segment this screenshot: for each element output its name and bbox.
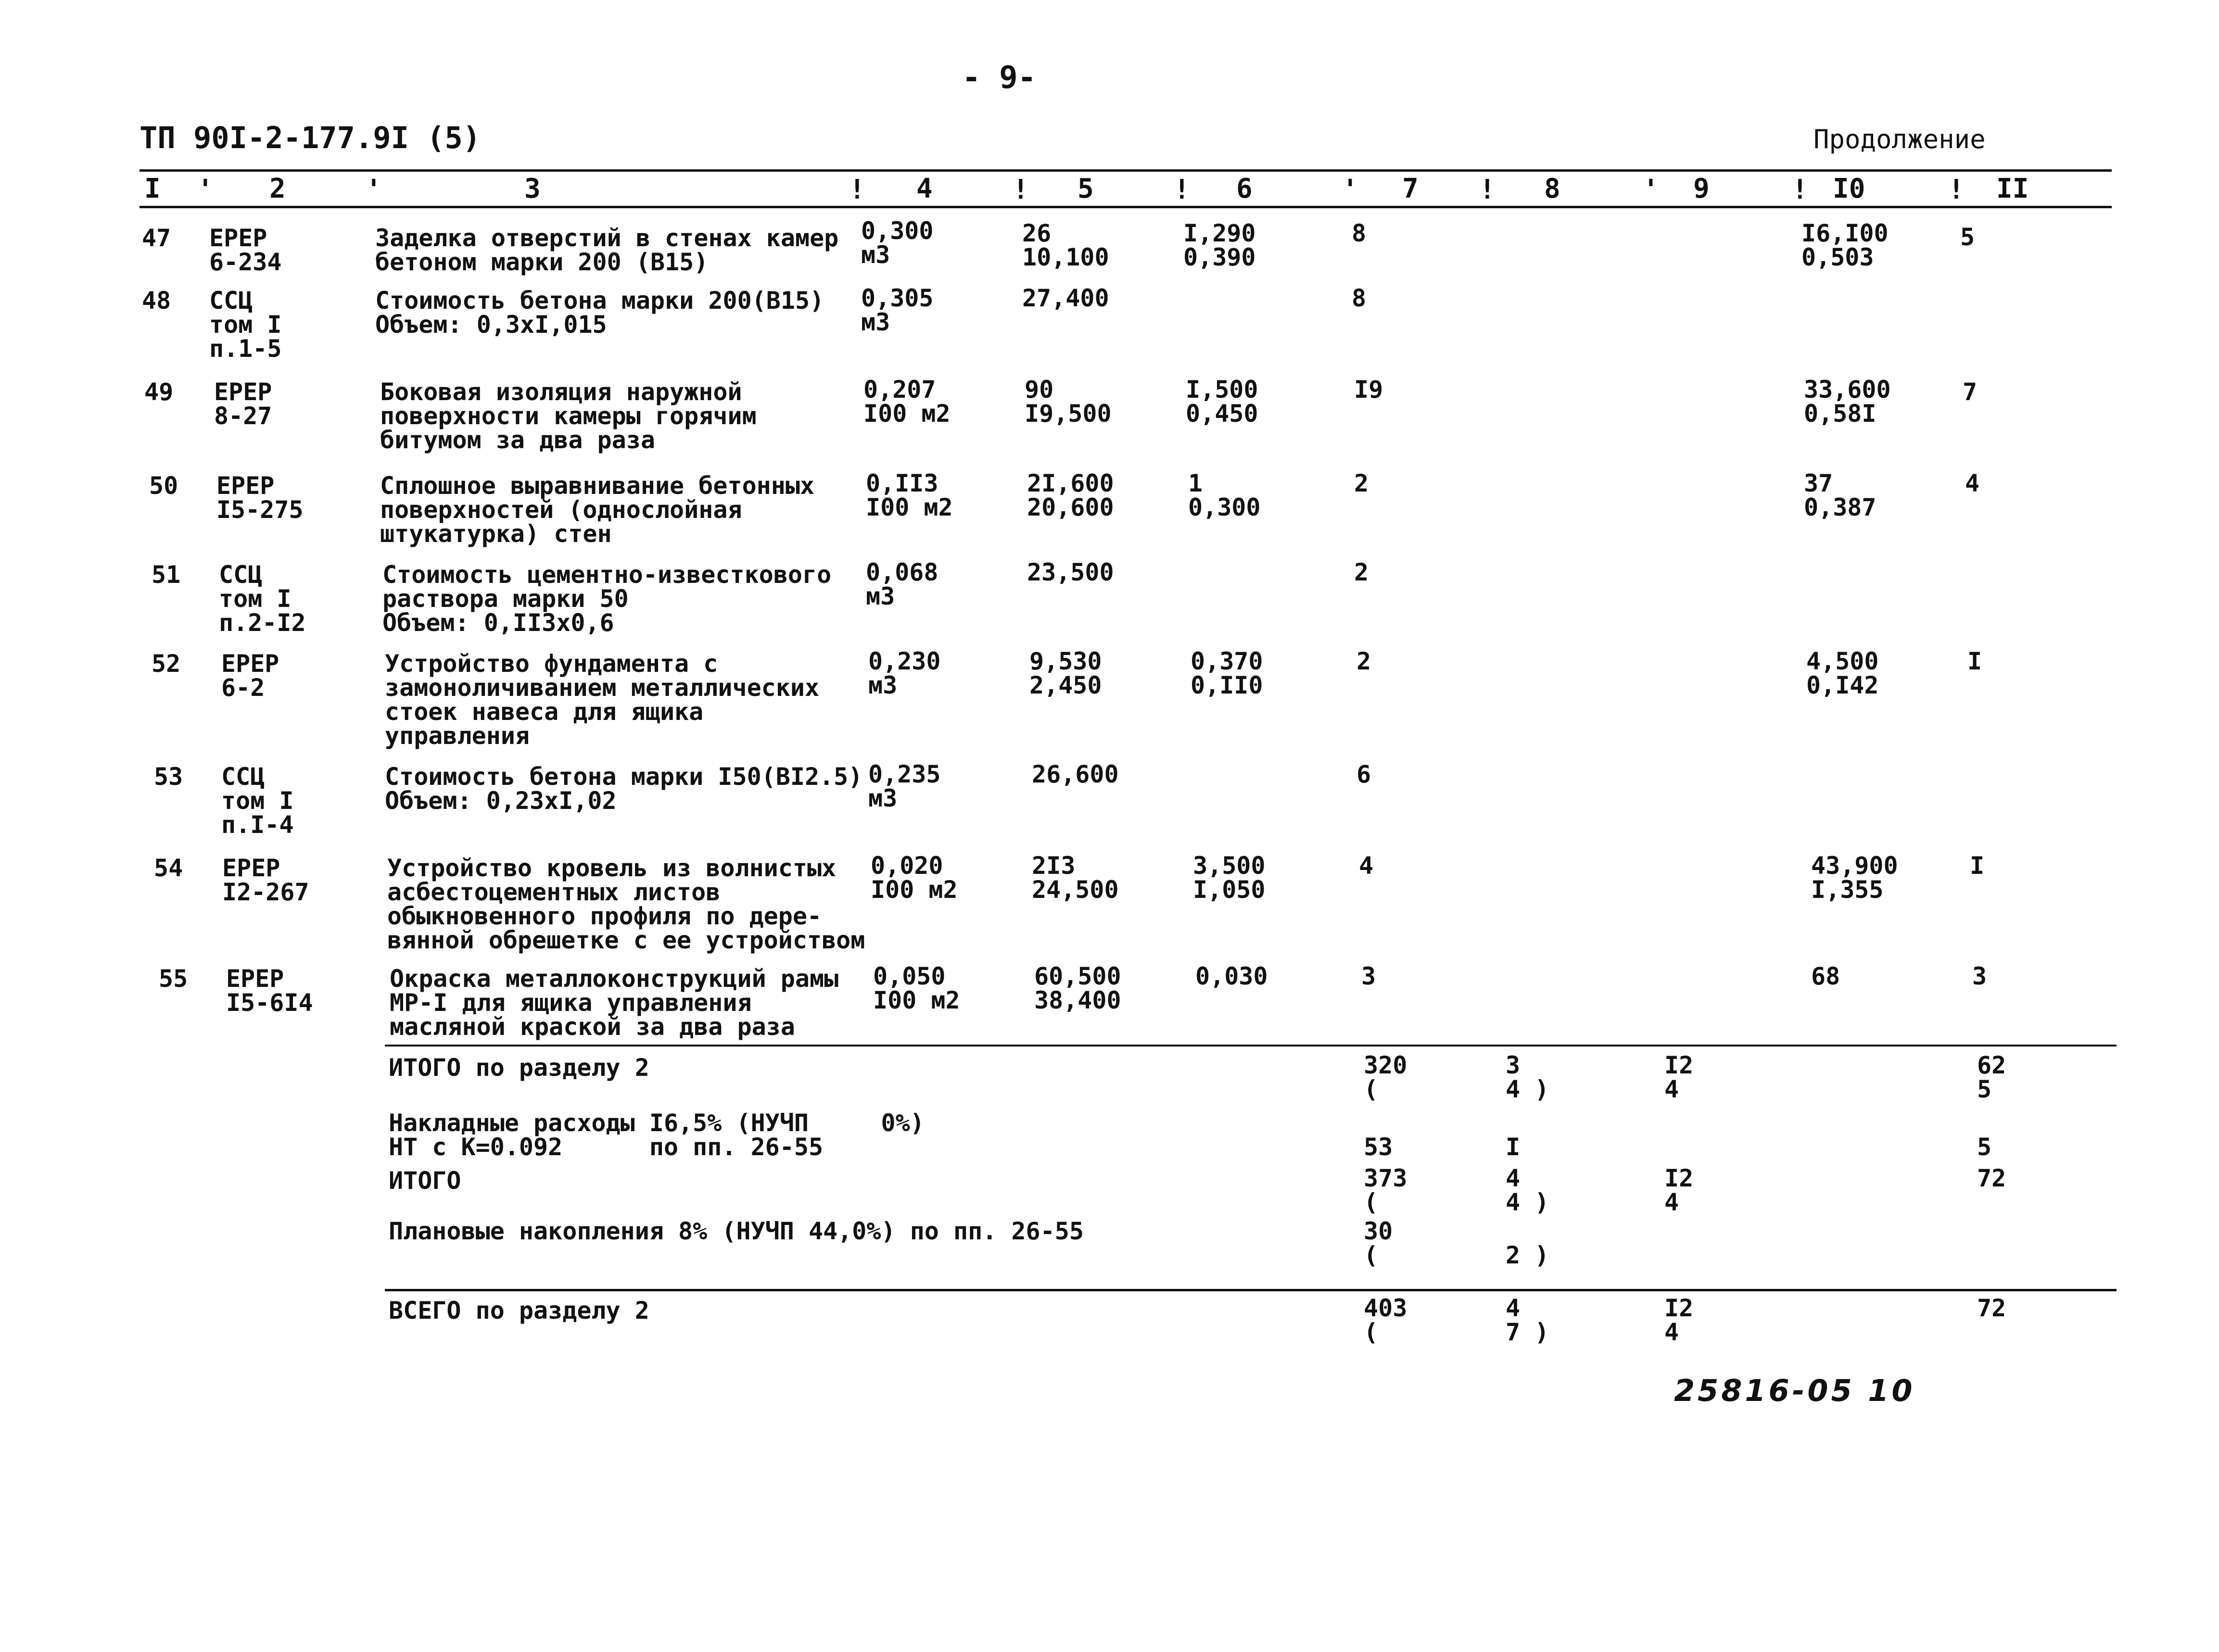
archive-number-stamp: 25816-05 10 <box>1674 1373 1915 1408</box>
col-head-9: 9 <box>1693 173 1710 204</box>
row-col10: I6,I00 0,503 <box>1801 219 1889 271</box>
row-col10: 43,900 I,355 <box>1811 852 1898 904</box>
row-code: ЕРЕР I5-6I4 <box>226 965 313 1017</box>
col-head-1: I <box>144 173 161 204</box>
grand-total-col11: 72 <box>1977 1294 2006 1322</box>
col-head-3: 3 <box>524 173 541 204</box>
grand-total-rule <box>385 1289 2117 1291</box>
row-description: Стоимость бетона марки 200(В15) Объем: 0,3хI,015 <box>375 287 824 339</box>
row-number: 51 <box>152 561 181 589</box>
subtotal-col9: I2 4 <box>1664 1164 1694 1216</box>
row-col5: 27,400 <box>1022 284 1109 312</box>
header-top-rule <box>139 169 2112 172</box>
row-code: ЕРЕР 6-234 <box>209 224 282 276</box>
col-head-2: 2 <box>269 173 286 204</box>
row-col5: 90 I9,500 <box>1025 376 1112 428</box>
row-number: 49 <box>144 378 174 406</box>
subtotal-col7: 373 ( <box>1364 1164 1407 1216</box>
grand-total-col8: 4 7 ) <box>1506 1294 1549 1346</box>
row-number: 52 <box>152 650 181 678</box>
row-col5: 2I,600 20,600 <box>1027 469 1114 521</box>
row-col5: 9,530 2,450 <box>1029 647 1102 699</box>
row-code: ЕРЕР 6-2 <box>221 650 279 702</box>
row-number: 55 <box>159 965 188 993</box>
col-separator: ! <box>849 174 865 205</box>
row-col11: 7 <box>1963 378 1978 406</box>
row-col5: 23,500 <box>1027 558 1114 586</box>
row-col11: 3 <box>1972 962 1987 990</box>
row-code: ЕРЕР 8-27 <box>214 378 272 430</box>
continuation-label: Продолжение <box>1813 124 1986 154</box>
row-col10: 33,600 0,58I <box>1804 376 1891 428</box>
col-separator: ! <box>1013 174 1029 205</box>
col-separator: ' <box>197 174 214 205</box>
row-quantity: 0,300 м3 <box>861 217 934 269</box>
col-head-8: 8 <box>1544 173 1560 204</box>
row-col7: 2 <box>1354 558 1369 586</box>
subtotal-col11: 72 <box>1977 1164 2006 1192</box>
row-code: ССЦ том I п.I-4 <box>221 763 294 839</box>
col-separator: ! <box>1948 174 1965 205</box>
subtotal-label: ИТОГО <box>389 1167 461 1195</box>
col-head-7: 7 <box>1402 173 1419 204</box>
grand-total-col9: I2 4 <box>1664 1294 1694 1346</box>
row-number: 48 <box>142 287 171 315</box>
row-col7: 4 <box>1359 852 1374 880</box>
row-quantity: 0,207 I00 м2 <box>863 376 951 428</box>
overhead-col7: 53 <box>1364 1133 1393 1161</box>
page-number: - 9- <box>962 60 1037 96</box>
row-description: Сплошное выравнивание бетонных поверхностей (однослойная штукатурка) стен <box>380 472 815 548</box>
row-col7: 6 <box>1357 760 1371 788</box>
total-col7: 320 ( <box>1364 1051 1407 1103</box>
row-code: ССЦ том I п.2-I2 <box>219 561 306 637</box>
row-col5: 26,600 <box>1032 760 1119 788</box>
row-col6: I,500 0,450 <box>1186 376 1258 428</box>
row-code: ЕРЕР I2-267 <box>222 854 309 906</box>
row-col6: 1 0,300 <box>1188 469 1261 521</box>
row-col6: 3,500 I,050 <box>1193 852 1266 904</box>
totals-top-rule <box>385 1045 2117 1047</box>
col-separator: ' <box>1342 174 1358 205</box>
overhead-col8: I <box>1506 1133 1521 1161</box>
row-description: Заделка отверстий в стенах камер бетоном марки 200 (В15) <box>375 224 839 276</box>
row-quantity: 0,020 I00 м2 <box>871 852 958 904</box>
row-col11: I <box>1970 852 1985 880</box>
row-col11: 4 <box>1965 469 1980 497</box>
row-col6: 0,370 0,II0 <box>1191 647 1263 699</box>
row-description: Боковая изоляция наружной поверхности камеры горячим битумом за два раза <box>380 378 757 454</box>
row-col11: 5 <box>1960 223 1975 251</box>
row-quantity: 0,II3 I00 м2 <box>866 469 953 521</box>
row-code: ЕРЕР I5-275 <box>216 472 304 524</box>
col-separator: ! <box>1479 174 1496 205</box>
col-head-10: I0 <box>1833 173 1865 204</box>
row-number: 47 <box>142 224 171 252</box>
col-head-11: II <box>1996 173 2029 204</box>
row-number: 50 <box>149 472 178 500</box>
row-col11: I <box>1967 647 1982 675</box>
row-code: ССЦ том I п.1-5 <box>209 287 282 363</box>
col-separator: ! <box>1792 174 1808 205</box>
grand-total-col7: 403 ( <box>1364 1294 1407 1346</box>
col-head-5: 5 <box>1078 173 1094 204</box>
subtotal-col8: 4 4 ) <box>1506 1164 1549 1216</box>
row-number: 53 <box>154 763 183 791</box>
row-col7: I9 <box>1354 376 1383 404</box>
row-col7: 3 <box>1361 962 1376 990</box>
col-head-4: 4 <box>916 173 933 204</box>
row-col10: 4,500 0,I42 <box>1806 647 1879 699</box>
row-quantity: 0,305 м3 <box>861 284 934 336</box>
planned-savings-label: Плановые накопления 8% (НУЧП 44,0%) по пп. 26-55 <box>389 1217 1084 1245</box>
row-description: Окраска металлоконструкций рамы МР-I для ящика управления масляной краской за два раза <box>390 965 839 1041</box>
row-quantity: 0,050 I00 м2 <box>873 962 960 1014</box>
row-col5: 26 10,100 <box>1022 219 1109 271</box>
row-col7: 8 <box>1352 219 1367 247</box>
col-head-6: 6 <box>1236 173 1253 204</box>
row-description: Стоимость бетона марки I50(BI2.5) Объем: 0,23хI,02 <box>385 763 863 815</box>
header-bottom-rule <box>139 206 2112 208</box>
overhead-col11: 5 <box>1977 1133 1992 1161</box>
total-label: ИТОГО по разделу 2 <box>389 1054 649 1082</box>
row-col7: 8 <box>1352 284 1367 312</box>
row-description: Устройство фундамента с замоноличиванием металлических стоек навеса для ящика управления <box>385 650 820 750</box>
row-col7: 2 <box>1354 469 1369 497</box>
total-col9: I2 4 <box>1664 1051 1694 1103</box>
col-separator: ' <box>366 174 382 205</box>
row-col10: 37 0,387 <box>1804 469 1877 521</box>
row-description: Устройство кровель из волнистых асбестоцементных листов обыкновенного профиля по дере- вянной обрешетке с ее устройством <box>387 854 865 954</box>
row-col5: 2I3 24,500 <box>1032 852 1119 904</box>
overhead-label: Накладные расходы I6,5% (НУЧП 0%) НТ с К=0.092 по пп. 26-55 <box>389 1109 925 1161</box>
row-number: 54 <box>154 854 183 882</box>
row-quantity: 0,235 м3 <box>868 760 941 812</box>
row-col5: 60,500 38,400 <box>1034 962 1121 1014</box>
col-separator: ' <box>1643 174 1659 205</box>
document-code: ТП 90I-2-177.9I (5) <box>139 120 481 155</box>
planned-savings-col8: 2 ) <box>1506 1241 1549 1269</box>
row-quantity: 0,230 м3 <box>868 647 941 699</box>
row-col7: 2 <box>1357 647 1371 675</box>
row-description: Стоимость цементно-известкового раствора марки 50 Объем: 0,II3х0,6 <box>382 561 832 637</box>
row-col6: I,290 0,390 <box>1183 219 1256 271</box>
planned-savings-col7: 30 ( <box>1364 1217 1393 1269</box>
total-col8: 3 4 ) <box>1506 1051 1549 1103</box>
row-quantity: 0,068 м3 <box>866 558 938 610</box>
row-col6: 0,030 <box>1195 962 1268 990</box>
total-col11: 62 5 <box>1977 1051 2006 1103</box>
row-col10: 68 <box>1811 962 1840 990</box>
col-separator: ! <box>1174 174 1190 205</box>
grand-total-label: ВСЕГО по разделу 2 <box>389 1297 649 1324</box>
